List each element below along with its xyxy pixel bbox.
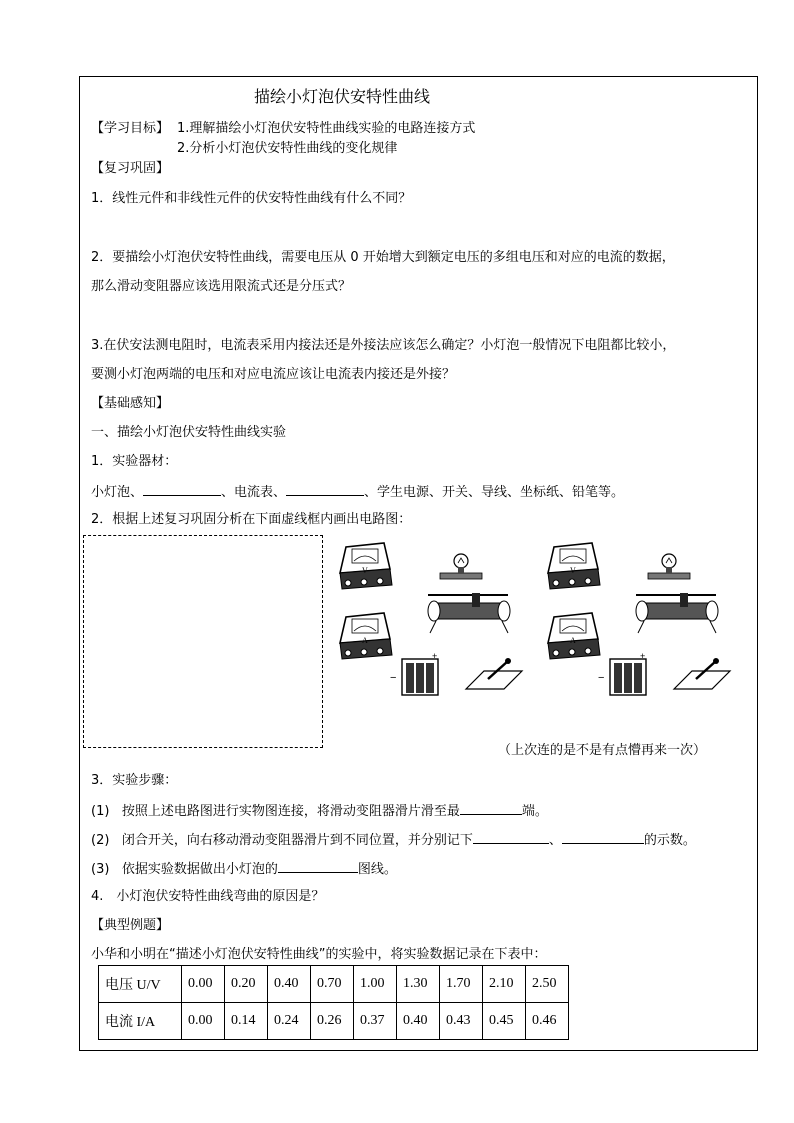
switch-icon (466, 658, 522, 689)
steps-label: 3．实验步骤： (91, 773, 178, 788)
table-cell: 0.40 (268, 966, 311, 1003)
table-cell: 0.46 (526, 1003, 569, 1040)
table-cell: 2.50 (526, 966, 569, 1003)
question-4: 4. 小灯泡伏安特性曲线弯曲的原因是？ (91, 889, 325, 904)
step-1-text-a: 按照上述电路图进行实物图连接，将滑动变阻器滑片滑至最 (121, 804, 460, 819)
review-question-3-line2: 要测小灯泡两端的电压和对应电流应该让电流表内接还是外接？ (91, 367, 456, 382)
equipment-line (91, 483, 624, 501)
ammeter-icon (548, 613, 600, 659)
example-intro: 小华和小明在“描述小灯泡伏安特性曲线”的实验中，将实验数据记录在下表中： (91, 947, 547, 962)
objective-item-1: 1.理解描绘小灯泡伏安特性曲线实验的电路连接方式 (177, 121, 476, 136)
battery-icon (598, 651, 646, 695)
table-cell: 0.40 (397, 1003, 440, 1040)
step-3-number: (3) (91, 862, 110, 877)
voltmeter-label: V (570, 566, 576, 575)
battery-minus-label: − (598, 672, 605, 684)
step-3-text-b: 图线。 (357, 862, 397, 877)
table-cell: 0.45 (483, 1003, 526, 1040)
table-cell: 1.00 (354, 966, 397, 1003)
table-cell: 2.10 (483, 966, 526, 1003)
review-question-1: 1．线性元件和非线性元件的伏安特性曲线有什么不同？ (91, 191, 412, 206)
table-cell: 0.26 (311, 1003, 354, 1040)
bulb-icon (440, 554, 482, 579)
table-cell: 0.00 (182, 966, 225, 1003)
rheostat-icon (428, 593, 510, 633)
review-heading: 【复习巩固】 (91, 161, 170, 176)
battery-plus-label: + (640, 651, 646, 661)
table-cell: 0.24 (268, 1003, 311, 1040)
draw-instruction: 2．根据上述复习巩固分析在下面虚线框内画出电路图： (91, 512, 412, 527)
ammeter-label: A (570, 636, 576, 645)
battery-plus-label: + (432, 651, 438, 661)
voltmeter-label: V (362, 566, 368, 575)
apparatus-set-left (332, 533, 532, 703)
table-cell: 0.70 (311, 966, 354, 1003)
basics-heading: 【基础感知】 (91, 396, 170, 411)
apparatus-set-right (540, 533, 740, 703)
equipment-text-a: 小灯泡、 (91, 485, 144, 500)
step-1-text-b: 端。 (521, 804, 548, 819)
review-question-2-line2: 那么滑动变阻器应该选用限流式还是分压式？ (91, 279, 352, 294)
step-1 (91, 802, 548, 820)
battery-icon (390, 651, 438, 695)
equipment-blank-1[interactable] (143, 483, 221, 496)
current-header: 电流 I/A (99, 1003, 182, 1040)
equipment-blank-2[interactable] (286, 483, 364, 496)
equipment-text-b: 、电流表、 (221, 485, 287, 500)
equipment-text-c: 、学生电源、开关、导线、坐标纸、铅笔等。 (364, 485, 625, 500)
voltmeter-icon (340, 543, 392, 589)
step-2-blank-2[interactable] (562, 831, 644, 844)
rheostat-icon (636, 593, 718, 633)
section-heading: 一、描绘小灯泡伏安特性曲线实验 (91, 425, 287, 440)
table-cell: 1.30 (397, 966, 440, 1003)
ammeter-label: A (362, 636, 368, 645)
step-2 (91, 831, 696, 849)
table-cell: 1.70 (440, 966, 483, 1003)
table-cell: 0.37 (354, 1003, 397, 1040)
table-cell: 0.14 (225, 1003, 268, 1040)
bulb-icon (648, 554, 690, 579)
voltage-header: 电压 U/V (99, 966, 182, 1003)
step-2-text-b: 、 (548, 833, 562, 848)
step-2-text-c: 的示数。 (643, 833, 696, 848)
redo-note: （上次连的是不是有点懵再来一次） (498, 743, 707, 758)
step-1-blank[interactable] (460, 802, 522, 815)
review-question-3-line1: 3.在伏安法测电阻时，电流表采用内接法还是外接法应该怎么确定？小灯泡一般情况下电阻都比较小， (91, 338, 676, 353)
data-table (98, 965, 569, 1040)
step-3-text-a: 依据实验数据做出小灯泡的 (121, 862, 278, 877)
page-title: 描绘小灯泡伏安特性曲线 (254, 87, 431, 106)
table-cell: 0.00 (182, 1003, 225, 1040)
ammeter-icon (340, 613, 392, 659)
table-row-current (99, 1003, 569, 1040)
step-1-number: (1) (91, 804, 110, 819)
step-2-blank-1[interactable] (473, 831, 549, 844)
step-3-blank[interactable] (278, 860, 358, 873)
step-2-text-a: 闭合开关，向右移动滑动变阻器滑片到不同位置，并分别记下 (121, 833, 473, 848)
review-question-2-line1: 2．要描绘小灯泡伏安特性曲线，需要电压从 0 开始增大到额定电压的多组电压和对应的电流的数据， (91, 250, 675, 265)
objectives-label: 【学习目标】 (91, 121, 170, 136)
table-cell: 0.20 (225, 966, 268, 1003)
circuit-drawing-box[interactable] (83, 535, 323, 748)
step-3 (91, 860, 397, 878)
switch-icon (674, 658, 730, 689)
battery-minus-label: − (390, 672, 397, 684)
equipment-label: 1．实验器材： (91, 454, 178, 469)
table-row-voltage (99, 966, 569, 1003)
objective-item-2: 2.分析小灯泡伏安特性曲线的变化规律 (177, 141, 398, 156)
step-2-number: (2) (91, 833, 110, 848)
table-cell: 0.43 (440, 1003, 483, 1040)
example-heading: 【典型例题】 (91, 918, 170, 933)
voltmeter-icon (548, 543, 600, 589)
